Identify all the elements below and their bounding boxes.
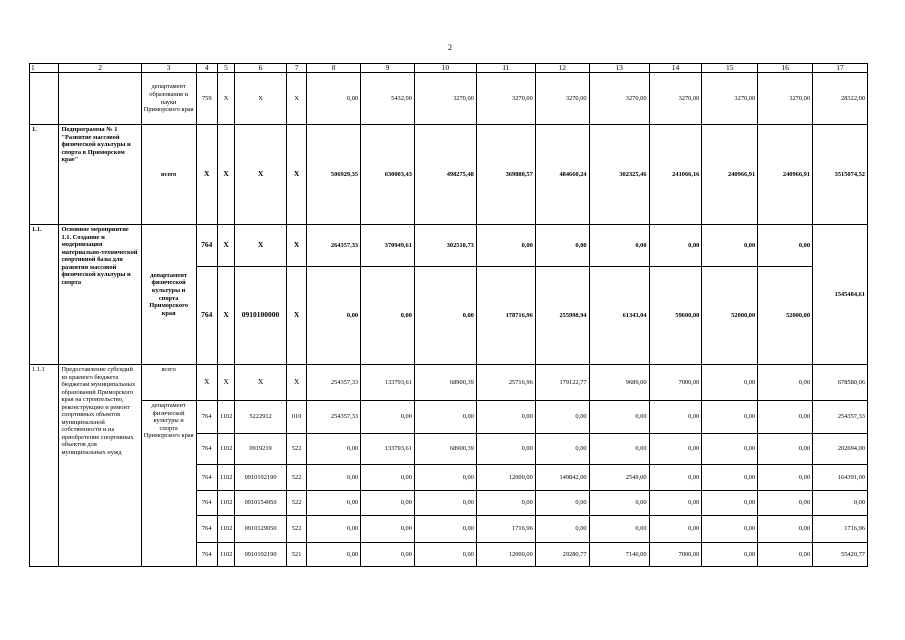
rz-cell: 1102 (217, 491, 234, 516)
vr-cell: X (286, 73, 306, 125)
header-cell-10: 10 (414, 64, 476, 73)
value-cell: 678580,06 (813, 365, 868, 401)
csr-cell: 0910192190 (235, 465, 287, 491)
value-cell: 240966,91 (758, 125, 813, 225)
value-cell: 0,00 (361, 401, 415, 434)
value-cell: 0,00 (702, 434, 758, 465)
value-cell: 0,00 (813, 491, 868, 516)
grbs-cell: 764 (196, 465, 217, 491)
value-cell: 0,00 (476, 225, 535, 267)
name-cell: Подпрограмма № 1 "Развитие массовой физической культуры и спорта в Приморском крае" (59, 125, 141, 225)
value-cell: 25716,96 (476, 365, 535, 401)
grbs-cell: 764 (196, 225, 217, 267)
header-cell-15: 15 (702, 64, 758, 73)
value-cell: 0,00 (307, 267, 361, 365)
table-row (30, 73, 868, 125)
value-cell: 241066,16 (649, 125, 702, 225)
value-cell: 1716,96 (813, 516, 868, 543)
value-cell: 254357,33 (307, 365, 361, 401)
value-cell: 0,00 (361, 543, 415, 567)
vr-cell: 522 (286, 434, 306, 465)
header-cell-16: 16 (758, 64, 813, 73)
value-cell: 68900,39 (414, 365, 476, 401)
value-cell: 3270,00 (589, 73, 649, 125)
value-cell: 0,00 (758, 465, 813, 491)
csr-cell: 0919219 (235, 434, 287, 465)
value-cell: 0,00 (702, 543, 758, 567)
table-body (30, 64, 868, 567)
value-cell: 0,00 (414, 491, 476, 516)
grbs-cell: 764 (196, 267, 217, 365)
value-cell: 0,00 (535, 516, 589, 543)
value-cell: 240966,91 (702, 125, 758, 225)
header-cell-12: 12 (535, 64, 589, 73)
value-cell: 61343,04 (589, 267, 649, 365)
value-cell: 0,00 (589, 225, 649, 267)
rz-cell: X (217, 267, 234, 365)
value-cell: 0,00 (414, 543, 476, 567)
value-cell: 0,00 (758, 365, 813, 401)
grbs-cell: X (196, 365, 217, 401)
value-cell: 0,00 (758, 434, 813, 465)
value-cell: 0,00 (758, 225, 813, 267)
value-cell: 255998,94 (535, 267, 589, 365)
page-number: 2 (448, 43, 452, 52)
vr-cell: 522 (286, 465, 306, 491)
value-cell: 0,00 (649, 401, 702, 434)
vr-cell: 522 (286, 491, 306, 516)
vr-cell: X (286, 365, 306, 401)
grbs-cell: 764 (196, 434, 217, 465)
value-cell: 52000,00 (702, 267, 758, 365)
value-cell: 0,00 (758, 543, 813, 567)
rz-cell: 1102 (217, 516, 234, 543)
value-cell: 12000,00 (476, 465, 535, 491)
row-number-cell: 1.1. (30, 225, 59, 365)
grbs-cell: 759 (196, 73, 217, 125)
value-cell: 506929,35 (307, 125, 361, 225)
header-cell-9: 9 (361, 64, 415, 73)
vr-cell: X (286, 225, 306, 267)
value-cell: 55420,77 (813, 543, 868, 567)
value-cell: 0,00 (589, 491, 649, 516)
value-cell: 0,00 (361, 516, 415, 543)
executor-cell: всего (141, 365, 196, 401)
header-cell-4: 4 (196, 64, 217, 73)
grbs-cell: 764 (196, 543, 217, 567)
value-cell: 0,00 (307, 543, 361, 567)
value-cell: 0,00 (361, 267, 415, 365)
value-cell: 0,00 (307, 73, 361, 125)
value-cell: 0,00 (649, 516, 702, 543)
value-cell: 3270,00 (649, 73, 702, 125)
row-number-cell: 1.1.1 (30, 365, 59, 567)
value-cell: 0,00 (589, 401, 649, 434)
rz-cell: 1102 (217, 543, 234, 567)
csr-cell: X (235, 225, 287, 267)
value-cell: 0,00 (414, 267, 476, 365)
value-cell: 0,00 (307, 516, 361, 543)
vr-cell: X (286, 267, 306, 365)
value-cell: 7000,00 (649, 365, 702, 401)
executor-cell: департамент физической культуры и спорта Приморского края (141, 225, 196, 365)
budget-table (29, 63, 868, 567)
value-cell: 0,00 (535, 401, 589, 434)
grbs-cell: 764 (196, 516, 217, 543)
value-cell: 630003,43 (361, 125, 415, 225)
value-cell: 0,00 (361, 491, 415, 516)
executor-cell: департамент физической культуры и спорта Приморского края (141, 401, 196, 567)
value-cell: 484660,24 (535, 125, 589, 225)
header-cell-11: 11 (476, 64, 535, 73)
value-cell: 59600,00 (649, 267, 702, 365)
value-cell: 3515074,52 (813, 125, 868, 225)
value-cell: 0,00 (535, 225, 589, 267)
value-cell: 3270,00 (758, 73, 813, 125)
header-cell-7: 7 (286, 64, 306, 73)
value-cell: 3270,00 (535, 73, 589, 125)
value-cell: 0,00 (649, 465, 702, 491)
csr-cell: 0910192190 (235, 543, 287, 567)
grbs-cell: 764 (196, 491, 217, 516)
value-cell: 12000,00 (476, 543, 535, 567)
value-cell: 68900,39 (414, 434, 476, 465)
value-cell: 0,00 (414, 516, 476, 543)
header-cell-5: 5 (217, 64, 234, 73)
value-cell: 0,00 (361, 465, 415, 491)
value-cell: 0,00 (758, 401, 813, 434)
value-cell: 3270,00 (702, 73, 758, 125)
header-cell-8: 8 (307, 64, 361, 73)
name-cell (59, 73, 141, 125)
value-cell: 0,00 (414, 401, 476, 434)
value-cell: 133793,61 (361, 365, 415, 401)
value-cell: 3270,00 (476, 73, 535, 125)
value-cell: 7000,00 (649, 543, 702, 567)
header-cell-6: 6 (235, 64, 287, 73)
value-cell: 29280,77 (535, 543, 589, 567)
value-cell: 0,00 (702, 465, 758, 491)
row-number-cell: 1. (30, 125, 59, 225)
csr-cell: 0910129050 (235, 516, 287, 543)
csr-cell: X (235, 365, 287, 401)
value-cell: 0,00 (702, 225, 758, 267)
value-cell: 0,00 (589, 516, 649, 543)
csr-cell: 0910154950 (235, 491, 287, 516)
value-cell: 0,00 (649, 225, 702, 267)
vr-cell: X (286, 125, 306, 225)
value-cell: 0,00 (702, 491, 758, 516)
value-cell: 0,00 (476, 434, 535, 465)
value-cell: 369880,57 (476, 125, 535, 225)
value-cell: 264357,33 (307, 225, 361, 267)
vr-cell: 521 (286, 543, 306, 567)
value-cell: 3270,00 (414, 73, 476, 125)
value-cell: 179122,77 (535, 365, 589, 401)
rz-cell: X (217, 225, 234, 267)
value-cell: 0,00 (476, 491, 535, 516)
header-cell-17: 17 (813, 64, 868, 73)
value-cell: 0,00 (589, 434, 649, 465)
value-cell: 498275,48 (414, 125, 476, 225)
header-cell-13: 13 (589, 64, 649, 73)
total-cell: 1545484,61 (813, 225, 868, 365)
value-cell: 254357,33 (307, 401, 361, 434)
value-cell: 178716,96 (476, 267, 535, 365)
grbs-cell: X (196, 125, 217, 225)
value-cell: 0,00 (535, 434, 589, 465)
value-cell: 5432,00 (361, 73, 415, 125)
header-row (30, 64, 868, 73)
value-cell: 0,00 (476, 401, 535, 434)
value-cell: 0,00 (702, 365, 758, 401)
csr-cell: 5222912 (235, 401, 287, 434)
header-cell-2: 2 (59, 64, 141, 73)
value-cell: 7140,00 (589, 543, 649, 567)
value-cell: 28322,00 (813, 73, 868, 125)
rz-cell: X (217, 365, 234, 401)
table-row (30, 125, 868, 225)
executor-cell: всего (141, 125, 196, 225)
value-cell: 254357,33 (813, 401, 868, 434)
vr-cell: 010 (286, 401, 306, 434)
header-cell-3: 3 (141, 64, 196, 73)
value-cell: 0,00 (702, 516, 758, 543)
value-cell: 0,00 (758, 491, 813, 516)
value-cell: 1716,96 (476, 516, 535, 543)
value-cell: 0,00 (758, 516, 813, 543)
header-cell-14: 14 (649, 64, 702, 73)
value-cell: 302325,46 (589, 125, 649, 225)
row-number-cell (30, 73, 59, 125)
csr-cell: 0910100000 (235, 267, 287, 365)
value-cell: 0,00 (535, 491, 589, 516)
rz-cell: 1102 (217, 434, 234, 465)
rz-cell: 1102 (217, 465, 234, 491)
value-cell: 0,00 (307, 491, 361, 516)
rz-cell: 1102 (217, 401, 234, 434)
executor-cell: департамент образования и науки Приморского края (141, 73, 196, 125)
value-cell: 133793,61 (361, 434, 415, 465)
name-cell: Основное мероприятие 1.1. Создание и модернизация материально-технической спортивной базы для развития массовой физической культуры и спорта (59, 225, 141, 365)
value-cell: 0,00 (307, 465, 361, 491)
value-cell: 202694,00 (813, 434, 868, 465)
value-cell: 164391,00 (813, 465, 868, 491)
value-cell: 9689,00 (589, 365, 649, 401)
vr-cell: 522 (286, 516, 306, 543)
table-row (30, 225, 868, 267)
value-cell: 149842,00 (535, 465, 589, 491)
name-cell: Предоставление субсидий из краевого бюджета бюджетам муниципальных образований Приморского края на строительство, реконструкцию и ремонт спортивных объектов муниципальной собственности и на приобретение спортивных объектов для муниципальных нужд (59, 365, 141, 567)
value-cell: 302518,73 (414, 225, 476, 267)
value-cell: 52000,00 (758, 267, 813, 365)
csr-cell: X (235, 73, 287, 125)
value-cell: 0,00 (649, 491, 702, 516)
value-cell: 370949,61 (361, 225, 415, 267)
value-cell: 0,00 (649, 434, 702, 465)
csr-cell: X (235, 125, 287, 225)
rz-cell: X (217, 125, 234, 225)
value-cell: 2549,00 (589, 465, 649, 491)
value-cell: 0,00 (307, 434, 361, 465)
table-row (30, 401, 868, 434)
header-cell-1: 1 (30, 64, 59, 73)
value-cell: 0,00 (414, 465, 476, 491)
table-row (30, 365, 868, 401)
rz-cell: X (217, 73, 234, 125)
grbs-cell: 764 (196, 401, 217, 434)
value-cell: 0,00 (702, 401, 758, 434)
